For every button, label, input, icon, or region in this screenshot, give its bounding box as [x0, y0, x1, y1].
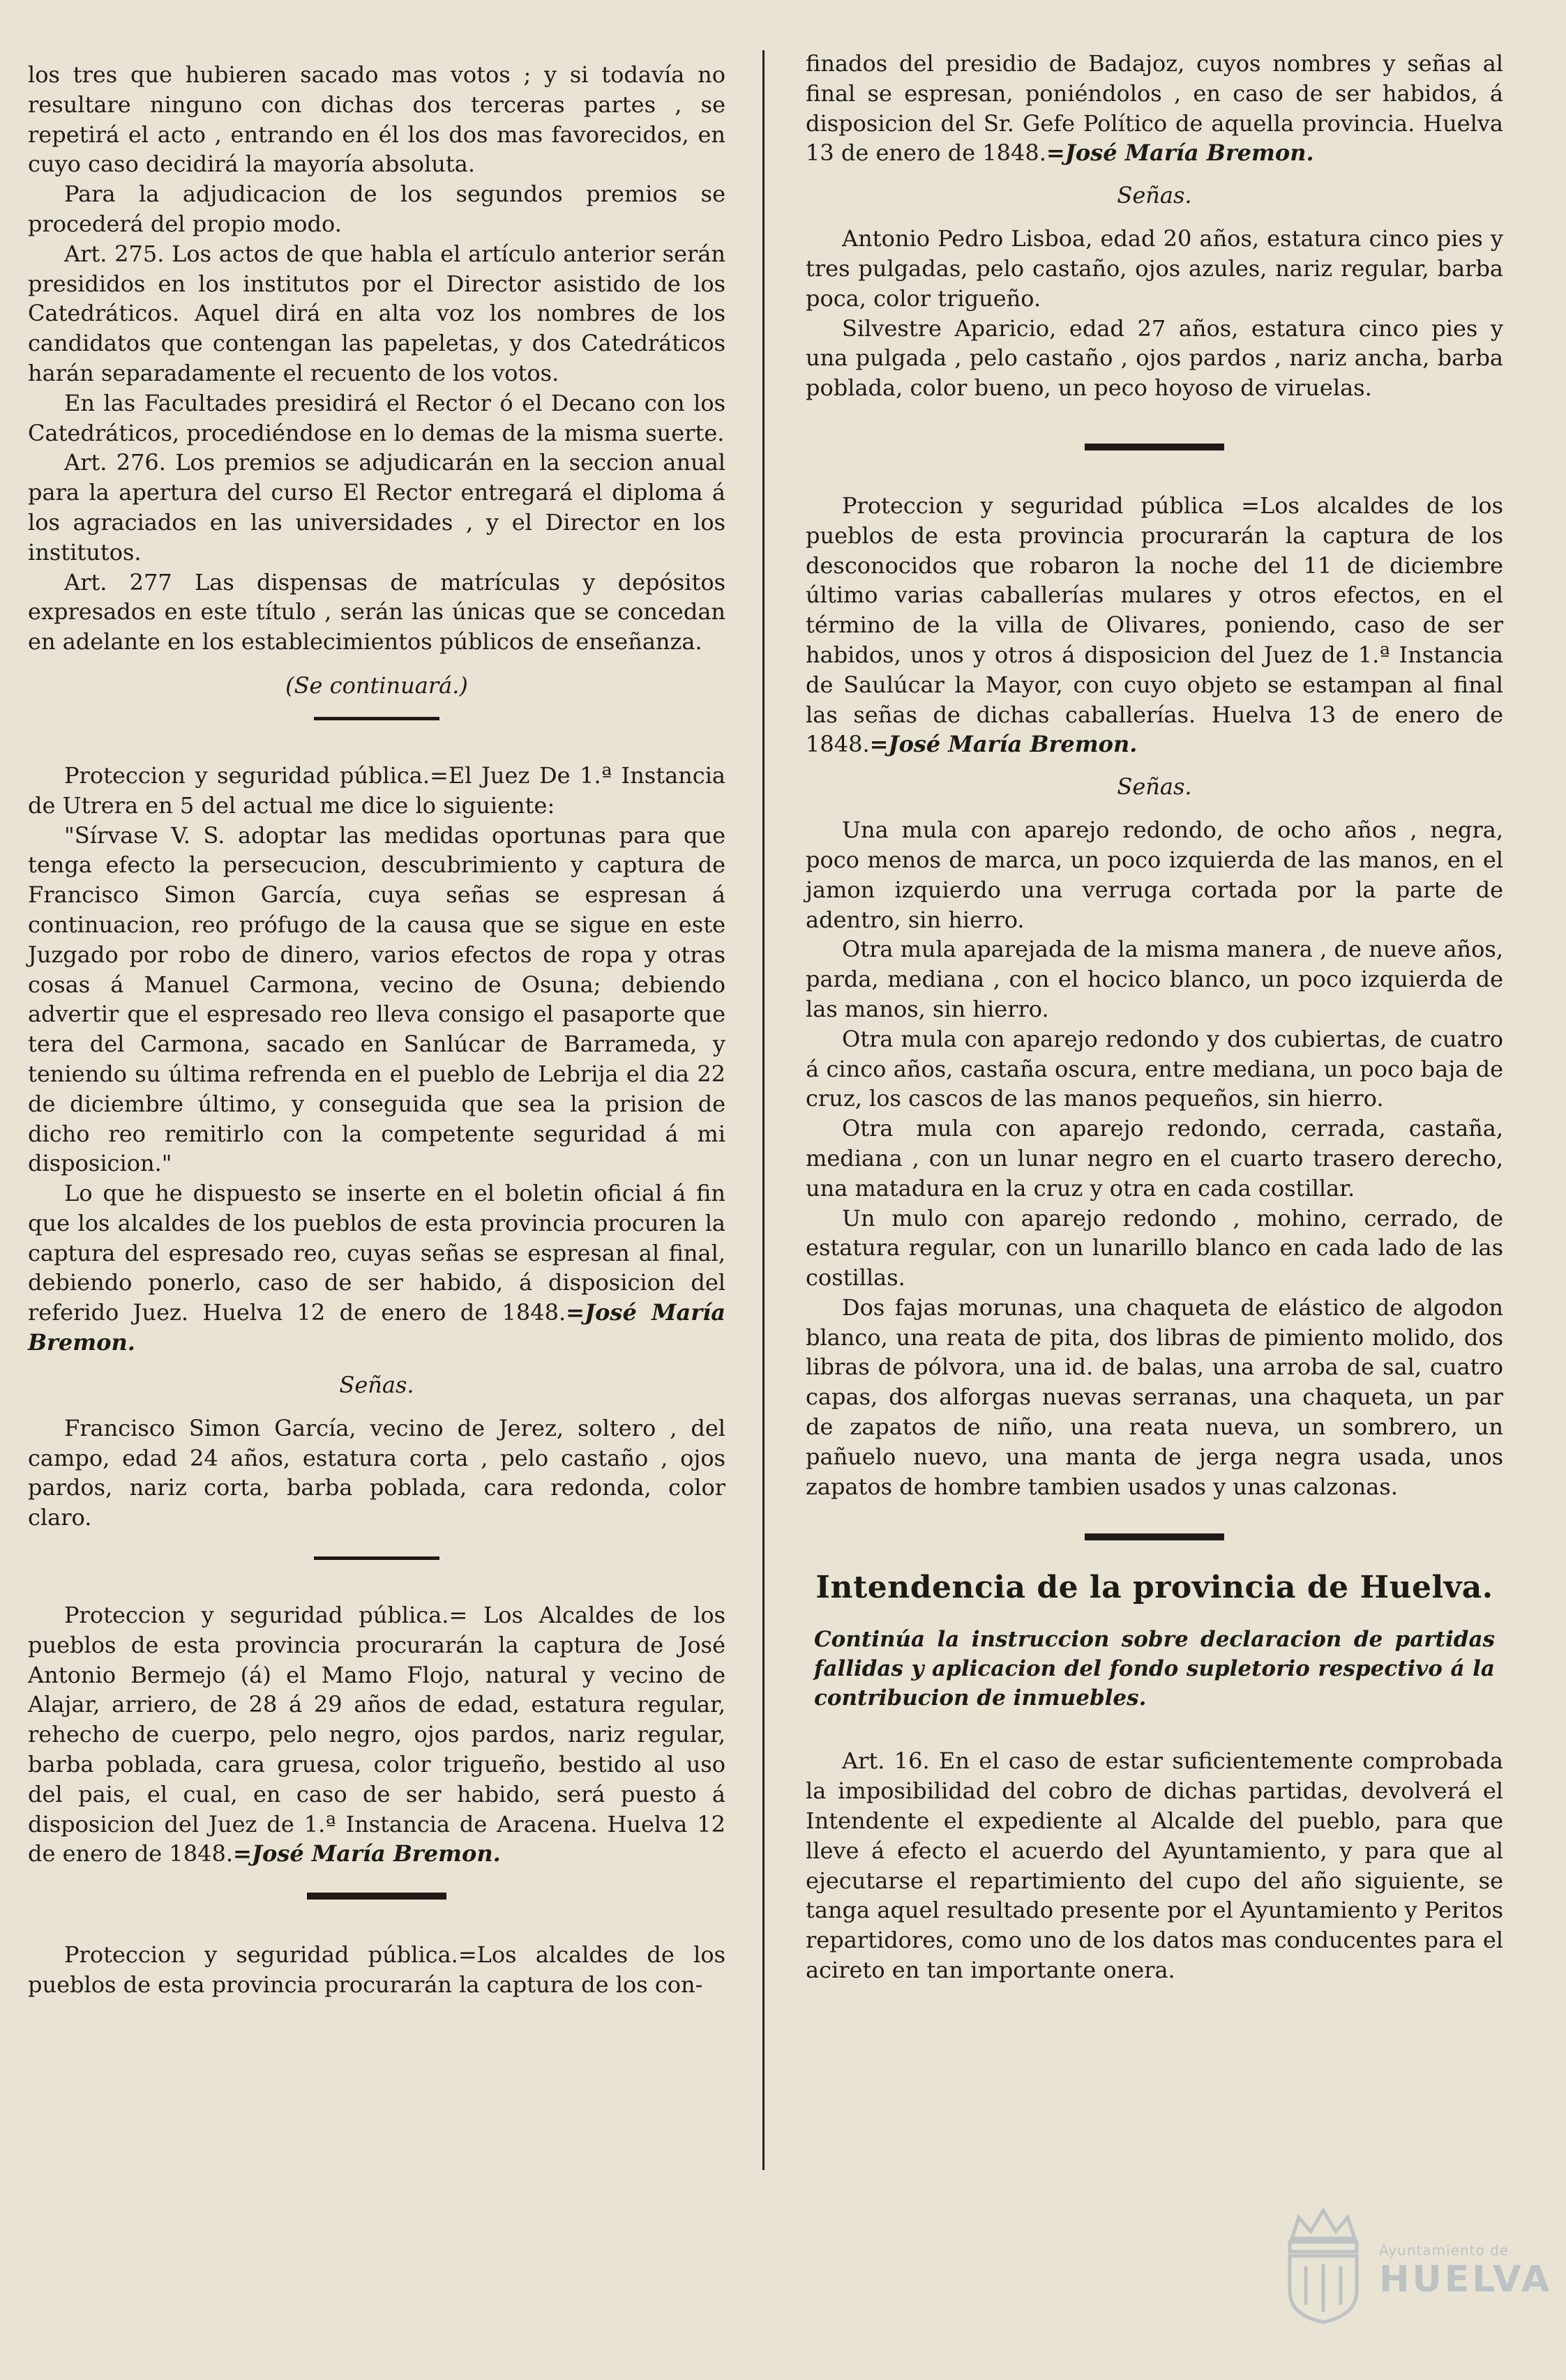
- notice-text: Lo que he dispuesto se inserte en el boletin oficial á fin que los alcaldes de los pueblos de esta provincia procuren la captura del espresado reo, cuyas señas se espresan al final, debiendo ponerlo, caso de ser habido, á disposicion del referido Juez. Huelva 12 de enero de 1848.: [28, 1180, 725, 1326]
- crown-shield-icon: [1274, 2200, 1372, 2326]
- city-council-logo: [1274, 2200, 1553, 2326]
- notice-text: finados del presidio de Badajoz, cuyos nombres y señas al final se espresan, poniéndolos , en caso de ser habidos, á disposicion del Sr. Gefe Político de aquella provincia. Huelva 13 de enero de 1848.: [806, 50, 1503, 167]
- section-subheading: Continúa la instruccion sobre declaracion de partidas fallidas y aplicacion del fondo supletorio respectivo á la contribucion de inmuebles.: [814, 1627, 1495, 1711]
- logo-small-text: Ayuntamiento de: [1379, 2242, 1509, 2259]
- section-heading: Intendencia de la provincia de Huelva.: [815, 1570, 1493, 1606]
- paragraph: Art. 277 Las dispensas de matrículas y depósitos expresados en este título , serán las únicas que se concedan en adelante en los establecimientos públicos de enseñanza.: [28, 568, 725, 655]
- logo-caption: [1379, 2242, 1552, 2301]
- description: Dos fajas morunas, una chaqueta de elástico de algodon blanco, una reata de pita, dos libras de pimiento molido, dos libras de pólvora, una id. de balas, una arroba de sal, cuatro capas, dos alforgas nuevas serranas, una chaqueta, un par de zapatos de niño, una reata nueva, un sombrero, un pañuelo nuevo, una manta de jerga negra usada, unos zapatos de hombre tambien usados y unas calzonas.: [806, 1294, 1503, 1500]
- paragraph: los tres que hubieren sacado mas votos ; y si todavía no resultare ninguno con dichas dos terceras partes , se repetirá el acto , entrando en él los dos mas favorecidos, en cuyo caso decidirá la mayoría absoluta.: [28, 61, 725, 178]
- description: Un mulo con aparejo redondo , mohino, cerrado, de estatura regular, con un lunarillo blanco en cada lado de las costillas.: [806, 1204, 1503, 1291]
- section-separator: [314, 717, 439, 720]
- description: Antonio Pedro Lisboa, edad 20 años, estatura cinco pies y tres pulgadas, pelo castaño, ojos azules, nariz regular, barba poca, color trigueño.: [806, 225, 1503, 312]
- notice-body: [806, 491, 1503, 759]
- notice-text: Proteccion y seguridad pública.= Los Alcaldes de los pueblos de esta provincia procurarán la captura de José Antonio Bermejo (á) el Mamo Flojo, natural y vecino de Alajar, arriero, de 28 á 29 años de edad, estatura regular, rehecho de cuerpo, pelo negro, ojos pardos, nariz regular, barba poblada, cara gruesa, color trigueño, bestido al uso del pais, el cual, en caso de ser habido, será puesto á disposicion del Juez de 1.ª Instancia de Aracena. Huelva 12 de enero de 1848.: [28, 1602, 725, 1867]
- signature: =José María Bremon.: [233, 1840, 501, 1867]
- continued-note: (Se continuará.): [285, 672, 468, 699]
- notice-body: [28, 1178, 725, 1358]
- signature: =José María Bremon.: [869, 731, 1138, 758]
- notice-body: [28, 1600, 725, 1869]
- senas-heading: Señas.: [1117, 182, 1192, 209]
- signature: =José María Bremon.: [1046, 139, 1314, 167]
- description: Silvestre Aparicio, edad 27 años, estatura cinco pies y una pulgada , pelo castaño , ojos pardos , nariz ancha, barba poblada, color bueno, un peco hoyoso de viruelas.: [806, 314, 1503, 402]
- section-separator: [1085, 444, 1224, 450]
- senas-heading: Señas.: [1117, 773, 1192, 801]
- logo-big-text: HUELVA: [1379, 2259, 1553, 2301]
- paragraph: Para la adjudicacion de los segundos premios se procederá del propio modo.: [28, 181, 725, 237]
- senas-heading: Señas.: [339, 1371, 414, 1398]
- description: Otra mula con aparejo redondo, cerrada, castaña, mediana , con un lunar negro en el cuarto trasero derecho, una matadura en la cruz y otra en cada costillar.: [806, 1115, 1503, 1202]
- description: Una mula con aparejo redondo, de ocho años , negra, poco menos de marca, un poco izquierda de las manos, en el jamon izquierdo una verruga cortada por la parte de adentro, sin hierro.: [806, 817, 1503, 933]
- notice-lead: Proteccion y seguridad pública.=El Juez De 1.ª Instancia de Utrera en 5 del actual me dice lo siguiente:: [28, 761, 725, 819]
- section-separator: [1085, 1533, 1224, 1540]
- left-column: [28, 60, 725, 2000]
- article-paragraph: Art. 16. En el caso de estar suficientemente comprobada la imposibilidad del cobro de dichas partidas, devolverá el Intendente el expediente al Alcalde del pueblo, para que lleve á efecto el acuerdo del Ayuntamiento, y para que al ejecutarse el repartimiento del cupo del año siguiente, se tanga aquel resultado presente por el Ayuntamiento y Peritos repartidores, como uno de los datos mas conducentes para el acireto en tan importante onera.: [806, 1748, 1503, 1984]
- notice-text: Proteccion y seguridad pública =Los alcaldes de los pueblos de esta provincia procurarán la captura de los desconocidos que robaron la noche del 11 de diciembre último varias caballerías mulares y otros efectos, en el término de la villa de Olivares, poniendo, caso de ser habidos, unos y otros á disposicion del Juez de 1.ª Instancia de Saulúcar la Mayor, con cuyo objeto se estampan al final las señas de dichas caballerías. Huelva 13 de enero de 1848.: [806, 492, 1503, 758]
- column-divider: [762, 50, 765, 2170]
- description: Francisco Simon García, vecino de Jerez, soltero , del campo, edad 24 años, estatura corta , pelo castaño , ojos pardos, nariz corta, barba poblada, cara redonda, color claro.: [28, 1414, 725, 1531]
- notice-quote: "Sírvase V. S. adoptar las medidas oportunas para que tenga efecto la persecucion, descubrimiento y captura de Francisco Simon García, cuya señas se espresan á continuacion, reo prófugo de la causa que se sigue en este Juzgado por robo de dinero, varios efectos de ropa y otras cosas á Manuel Carmona, vecino de Osuna; debiendo advertir que el espresado reo lleva consigo el pasaporte que tera del Carmona, sacado en Sanlúcar de Barrameda, y teniendo su última refrenda en el pueblo de Lebrija el dia 22 de diciembre último, y conseguida que sea la prision de dicho reo remitirlo con la competente seguridad á mi disposicion.": [28, 821, 725, 1177]
- paragraph: Art. 275. Los actos de que habla el artículo anterior serán presididos en los institutos por el Director asistido de los Catedráticos. Aquel dirá en alta voz los nombres de los candidatos que contengan las papeletas, y dos Catedráticos harán separadamente el recuento de los votos.: [28, 240, 725, 386]
- description: Otra mula con aparejo redondo y dos cubiertas, de cuatro á cinco años, castaña oscura, entre mediana, un poco baja de cruz, los cascos de las manos pequeños, sin hierro.: [806, 1025, 1503, 1112]
- paragraph: Art. 276. Los premios se adjudicarán en la seccion anual para la apertura del curso El Rector entregará el diploma á los agraciados en las universidades , y el Director en los institutos.: [28, 449, 725, 566]
- notice-body: [806, 49, 1503, 168]
- signature: =José María Bremon.: [28, 1299, 726, 1356]
- notice-body: Proteccion y seguridad pública.=Los alcaldes de los pueblos de esta provincia procurarán la captura de los con-: [28, 1941, 725, 1999]
- section-separator: [307, 1893, 446, 1900]
- paragraph: En las Facultades presidirá el Rector ó el Decano con los Catedráticos, procediéndose en lo demas de la misma suerte.: [28, 389, 725, 446]
- description: Otra mula aparejada de la misma manera , de nueve años, parda, mediana , con el hocico blanco, un poco izquierda de las manos, sin hierro.: [806, 936, 1503, 1022]
- section-separator: [314, 1556, 439, 1560]
- right-column: [806, 49, 1503, 1985]
